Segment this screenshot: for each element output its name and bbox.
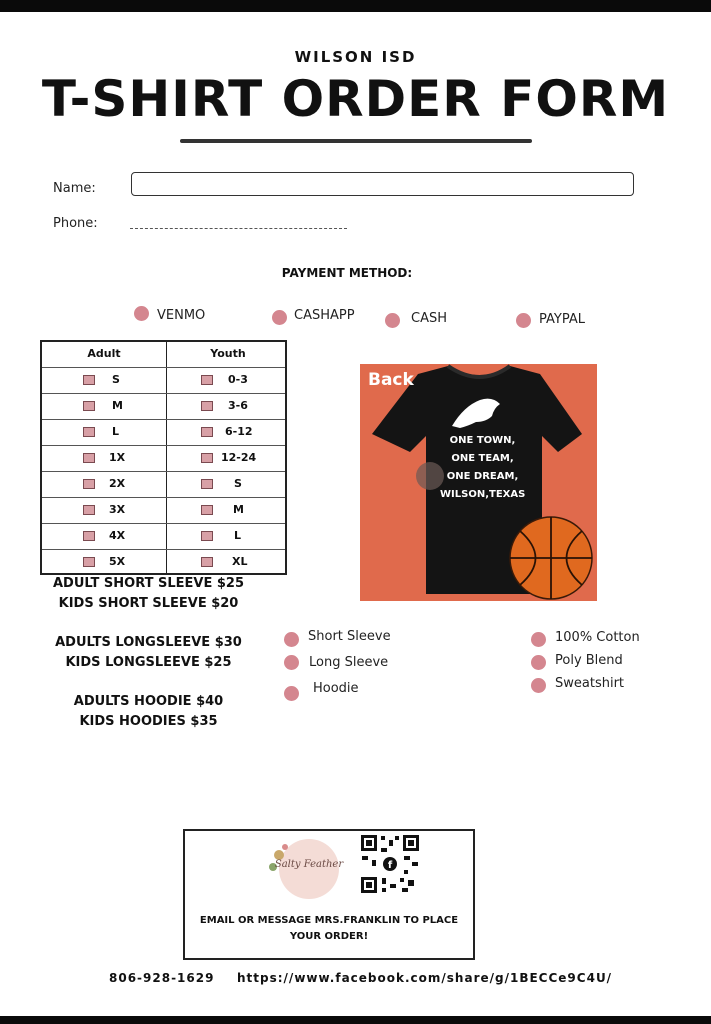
- size-checkbox-youth-0-3[interactable]: [201, 375, 213, 385]
- size-checkbox-youth-m[interactable]: [201, 505, 213, 515]
- size-label: M: [112, 399, 123, 412]
- size-label: 6-12: [225, 425, 253, 438]
- size-label: L: [112, 425, 120, 438]
- order-info-box: [183, 829, 475, 960]
- top-border-bar: [0, 0, 711, 12]
- size-checkbox-youth-l[interactable]: [201, 531, 213, 541]
- poly-blend-label: Poly Blend: [555, 653, 623, 668]
- facebook-link[interactable]: https://www.facebook.com/share/g/1BECCe9C4U/: [237, 971, 613, 985]
- size-label: L: [234, 529, 242, 542]
- size-label: XL: [232, 555, 248, 568]
- venmo-radio[interactable]: [134, 306, 149, 321]
- venmo-label: VENMO: [157, 308, 206, 323]
- bottom-border-bar: [0, 1016, 711, 1024]
- basketball-icon: [360, 364, 597, 601]
- paypal-radio[interactable]: [516, 313, 531, 328]
- size-checkbox-youth-6-12[interactable]: [201, 427, 213, 437]
- size-label: 3X: [109, 503, 126, 516]
- hoodie-radio[interactable]: [284, 686, 299, 701]
- price-line: ADULT SHORT SLEEVE $25: [52, 576, 245, 591]
- size-checkbox-adult-3x[interactable]: [83, 505, 95, 515]
- size-label: 5X: [109, 555, 126, 568]
- table-row-line: [42, 471, 285, 472]
- title-underline: [180, 139, 532, 143]
- size-checkbox-adult-2x[interactable]: [83, 479, 95, 489]
- table-row-line: [42, 367, 285, 368]
- long-sleeve-radio[interactable]: [284, 655, 299, 670]
- price-line: ADULTS HOODIE $40: [73, 694, 224, 709]
- phone-field[interactable]: [130, 228, 347, 229]
- size-label: 1X: [109, 451, 126, 464]
- size-checkbox-adult-s[interactable]: [83, 375, 95, 385]
- order-instructions: EMAIL OR MESSAGE MRS.FRANKLIN TO PLACE YOUR ORDER!: [199, 915, 459, 942]
- school-subtitle: WILSON ISD: [294, 48, 417, 66]
- shirt-back-photo: [360, 364, 597, 601]
- sweatshirt-radio[interactable]: [531, 678, 546, 693]
- qr-code-icon[interactable]: [360, 834, 420, 894]
- phone-label: Phone:: [53, 216, 98, 231]
- size-checkbox-adult-m[interactable]: [83, 401, 95, 411]
- cash-radio[interactable]: [385, 313, 400, 328]
- sweatshirt-label: Sweatshirt: [555, 676, 625, 691]
- size-label: S: [234, 477, 242, 490]
- svg-text:f: f: [387, 860, 393, 871]
- hoodie-label: Hoodie: [313, 681, 359, 696]
- size-checkbox-youth-3-6[interactable]: [201, 401, 213, 411]
- name-label: Name:: [53, 181, 96, 196]
- size-checkbox-youth-12-24[interactable]: [201, 453, 213, 463]
- name-field[interactable]: [131, 172, 634, 196]
- shirt-slogan-line: ONE TOWN,: [449, 435, 516, 446]
- table-row-line: [42, 549, 285, 550]
- contact-phone: 806-928-1629: [109, 971, 215, 985]
- youth-header: Youth: [210, 347, 246, 360]
- table-column-divider: [166, 342, 167, 573]
- size-label: 3-6: [228, 399, 248, 412]
- price-line: KIDS LONGSLEEVE $25: [65, 655, 232, 670]
- cotton-label: 100% Cotton: [555, 630, 640, 645]
- table-row-line: [42, 523, 285, 524]
- table-row-line: [42, 445, 285, 446]
- boutique-logo-text: Salty Feather: [274, 859, 344, 870]
- cashapp-label: CASHAPP: [294, 308, 355, 323]
- paypal-label: PAYPAL: [539, 312, 585, 327]
- size-label: 4X: [109, 529, 126, 542]
- short-sleeve-radio[interactable]: [284, 632, 299, 647]
- cash-label: CASH: [411, 311, 447, 326]
- adult-header: Adult: [87, 347, 121, 360]
- size-table: [40, 340, 287, 575]
- size-checkbox-adult-1x[interactable]: [83, 453, 95, 463]
- long-sleeve-label: Long Sleeve: [309, 655, 389, 670]
- shirt-slogan-line: ONE TEAM,: [451, 453, 514, 464]
- price-line: ADULTS LONGSLEEVE $30: [55, 635, 242, 650]
- poly-blend-radio[interactable]: [531, 655, 546, 670]
- size-label: 0-3: [228, 373, 248, 386]
- cashapp-radio[interactable]: [272, 310, 287, 325]
- table-row-line: [42, 393, 285, 394]
- size-checkbox-youth-xl[interactable]: [201, 557, 213, 567]
- table-row-line: [42, 497, 285, 498]
- shirt-slogan-line: ONE DREAM,: [446, 471, 519, 482]
- cotton-radio[interactable]: [531, 632, 546, 647]
- payment-heading: PAYMENT METHOD:: [281, 266, 413, 280]
- size-label: S: [112, 373, 120, 386]
- price-line: KIDS SHORT SLEEVE $20: [58, 596, 239, 611]
- short-sleeve-label: Short Sleeve: [308, 629, 391, 644]
- size-label: M: [233, 503, 244, 516]
- size-checkbox-adult-4x[interactable]: [83, 531, 95, 541]
- table-row-line: [42, 419, 285, 420]
- price-line: KIDS HOODIES $35: [79, 714, 218, 729]
- size-label: 2X: [109, 477, 126, 490]
- photo-back-label: Back: [368, 370, 414, 390]
- shirt-slogan-line: WILSON,TEXAS: [440, 489, 526, 500]
- size-checkbox-youth-s[interactable]: [201, 479, 213, 489]
- page-title: T-SHIRT ORDER FORM: [41, 70, 670, 128]
- size-checkbox-adult-5x[interactable]: [83, 557, 95, 567]
- size-checkbox-adult-l[interactable]: [83, 427, 95, 437]
- size-label: 12-24: [221, 451, 257, 464]
